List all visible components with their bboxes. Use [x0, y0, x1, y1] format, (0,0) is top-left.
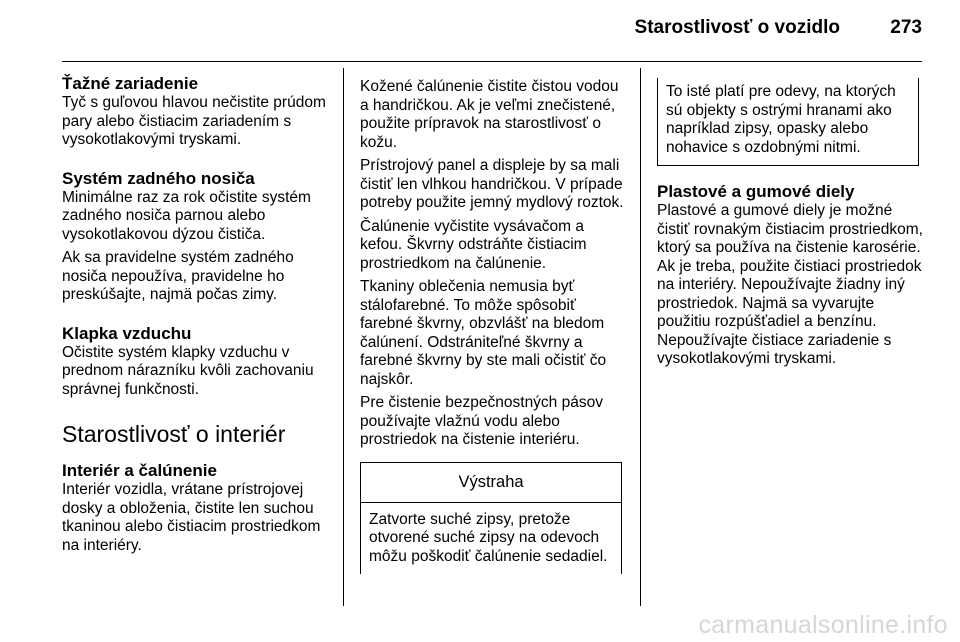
warning-title: Výstraha [361, 463, 621, 503]
column-divider-right [640, 68, 641, 606]
text-leather: Kožené čalúnenie čistite čistou vodou a handričkou. Ak je veľmi znečistené, použite prípravok na starostlivosť o kožu. [360, 78, 619, 151]
text-fabric-stains: Tkaniny oblečenia nemusia byť stálofarebné. To môže spôsobiť farebné škvrny, obzvlášť na bledom čalúnení. Odstrániteľné škvrny a farebné škvrny by ste mali očistiť čo najskôr. [360, 278, 607, 388]
watermark: carmanualsonline.info [698, 611, 948, 639]
text-rear-carrier-2: Ak sa pravidelne systém zadného nosiča nepoužíva, pravidelne ho preskúšajte, najmä počas zimy. [62, 249, 294, 303]
text-interior-upholstery: Interiér vozidla, vrátane prístrojovej dosky a obloženia, čistite len suchou tkaninou alebo čistiacim prostriedkom na interiéry. [62, 481, 321, 554]
text-rear-carrier-1: Minimálne raz za rok očistite systém zadného nosiča parnou alebo vysokotlakovou dýzou čističa. [62, 188, 311, 243]
column-middle [360, 78, 630, 574]
heading-tow-bar: Ťažné zariadenie [62, 74, 199, 93]
header-divider [62, 61, 922, 62]
warning-box-continued [657, 78, 919, 166]
text-instrument-panel: Prístrojový panel a displeje by sa mali čistiť len vlhkou handričkou. V prípade potreby použite jemný mydlový roztok. [360, 157, 624, 211]
column-right [657, 78, 927, 369]
text-plastic-rubber: Plastové a gumové diely je možné čistiť rovnakým čistiacim prostriedkom, ktorý sa používa na čistenie karosérie. Ak je treba, použite čistiaci prostriedok na interiéry. Nepoužívajte žiadny iný prostriedok. Najmä sa vyvarujte použitiu rozpúšťadiel a benzínu. Nepoužívajte čistiace zariadenie s vysokotlakovými tryskami. [657, 202, 923, 367]
section-title: Starostlivosť o vozidlo [634, 17, 840, 38]
warning-continued-text: To isté platí pre odevy, na ktorých sú objekty s ostrými hranami ako napríklad zipsy, opasky alebo nohavice s ozdobnými nitmi. [666, 83, 896, 156]
page-header [0, 0, 960, 62]
page-number: 273 [890, 17, 922, 38]
text-air-flap: Očistite systém klapky vzduchu v prednom nárazníku kvôli zachovaniu správnej funkčnosti. [62, 343, 314, 398]
column-divider-left [343, 68, 344, 606]
warning-text: Zatvorte suché zipsy, pretože otvorené suché zipsy na odevoch môžu poškodiť čalúnenie sedadiel. [369, 510, 608, 565]
warning-box [360, 462, 622, 575]
text-upholstery-vacuum: Čalúnenie vyčistite vysávačom a kefou. Škvrny odstráňte čistiacim prostriedkom na čalúnenie. [360, 217, 587, 272]
text-tow-bar: Tyč s guľovou hlavou nečistite prúdom pary alebo čistiacim zariadením s vysokotlakovými tryskami. [62, 94, 326, 148]
column-left [62, 74, 332, 555]
chapter-heading-interior: Starostlivosť o interiér [62, 421, 286, 447]
heading-plastic-rubber: Plastové a gumové diely [657, 182, 855, 201]
heading-air-flap: Klapka vzduchu [62, 323, 192, 343]
heading-rear-carrier: Systém zadného nosiča [62, 168, 255, 188]
text-seat-belts: Pre čistenie bezpečnostných pásov používajte vlažnú vodu alebo prostriedok na čistenie interiéru. [360, 394, 603, 448]
heading-interior-upholstery: Interiér a čalúnenie [62, 461, 217, 480]
